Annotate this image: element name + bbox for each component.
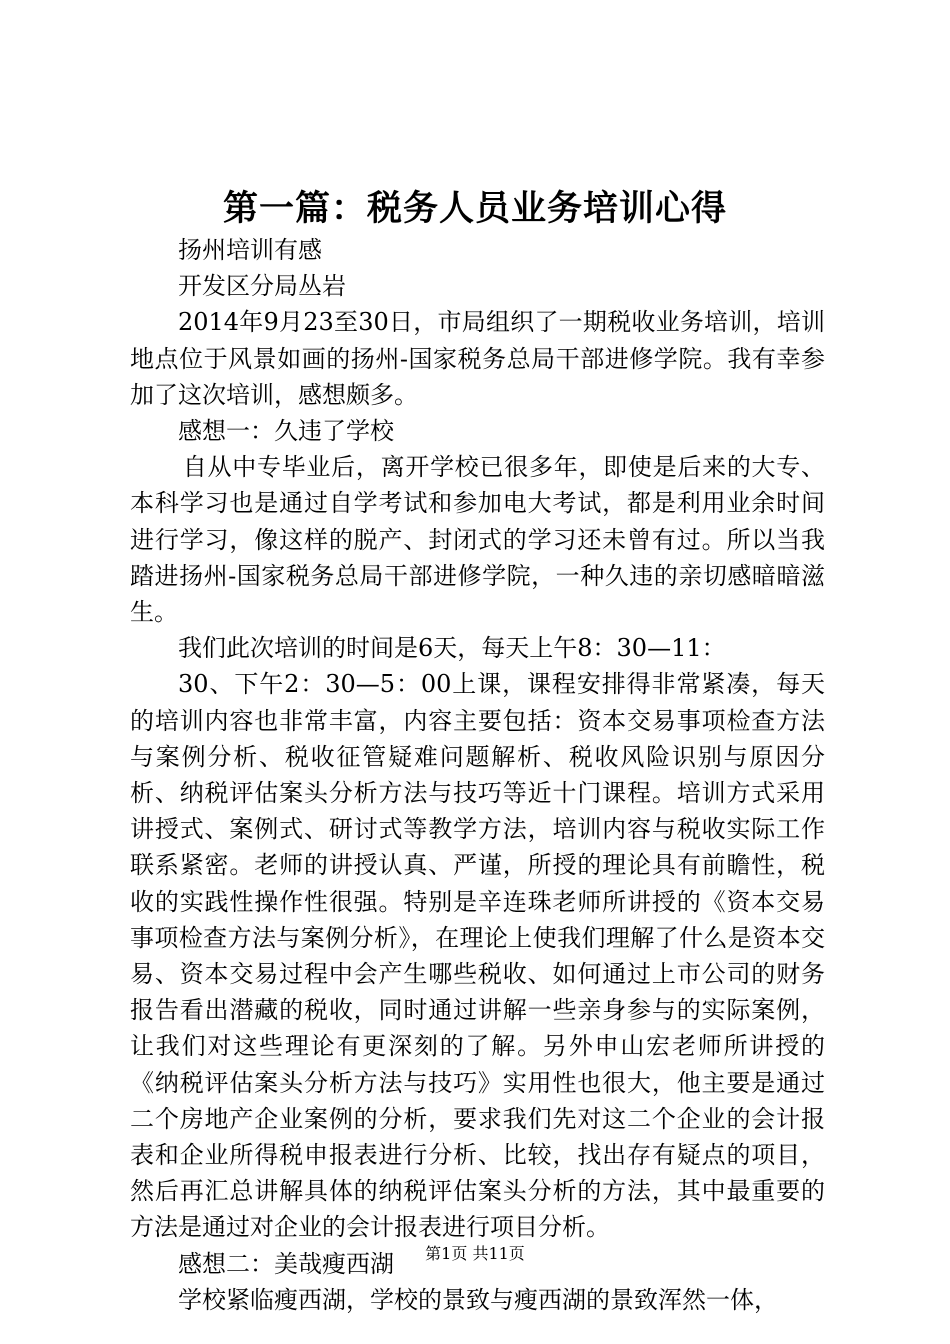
intro-paragraph: 2014年9月23至30日，市局组织了一期税收业务培训，培训地点位于风景如画的扬州-国家税务总局干部进修学院。我有幸参加了这次培训，感想颇多。 — [130, 308, 825, 409]
author-paragraph: 开发区分局丛岩 — [178, 272, 346, 301]
section-heading-2: 感想二：美哉瘦西湖 — [178, 1249, 394, 1278]
document-title: 第一篇：税务人员业务培训心得 — [222, 189, 727, 229]
page-footer: 第1页 共11页 — [425, 1244, 525, 1263]
body-paragraph: 30、下午2：30—5：00上课，课程安排得非常紧凑，每天的培训内容也非常丰富，内容主要包括：资本交易事项检查方法与案例分析、税收征管疑难问题解析、税收风险识别与原因分析、纳税评估案头分析方法与技巧等近十门课程。培训方式采用讲授式、案例式、研讨式等教学方法，培训内容与税收实际工作联系紧密。老师的讲授认真、严谨，所授的理论具有前瞻性，税收的实践性操作性很强。特别是辛连珠老师所讲授的《资本交易事项检查方法与案例分析》，在理论上使我们理解了什么是资本交易、资本交易过程中会产生哪些税收、如何通过上市公司的财务报告看出潜藏的税收，同时通过讲解一些亲身参与的实际案例，让我们对这些理论有更深刻的了解。另外申山宏老师所讲授的《纳税评估案头分析方法与技巧》实用性也很大，他主要是通过二个房地产企业案例的分析，要求我们先对这二个企业的会计报表和企业所得税申报表进行分析、比较，找出存有疑点的项目，然后再汇总讲解具体的纳税评估案头分析的方法，其中最重要的方法是通过对企业的会计报表进行项目分析。 — [130, 670, 825, 1242]
section-heading-1: 感想一：久违了学校 — [178, 417, 394, 446]
subtitle-paragraph: 扬州培训有感 — [178, 236, 322, 264]
document-body — [130, 232, 825, 1318]
body-paragraph: 我们此次培训的时间是6天，每天上午8：30—11： — [178, 634, 726, 663]
body-paragraph: 学校紧临瘦西湖，学校的景致与瘦西湖的景致浑然一体， — [178, 1285, 778, 1314]
body-paragraph: 自从中专毕业后，离开学校已很多年，即使是后来的大专、本科学习也是通过自学考试和参加电大考试，都是利用业余时间进行学习，像这样的脱产、封闭式的学习还未曾有过。所以当我踏进扬州-国家税务总局干部进修学院，一种久违的亲切感暗暗滋生。 — [130, 453, 825, 627]
